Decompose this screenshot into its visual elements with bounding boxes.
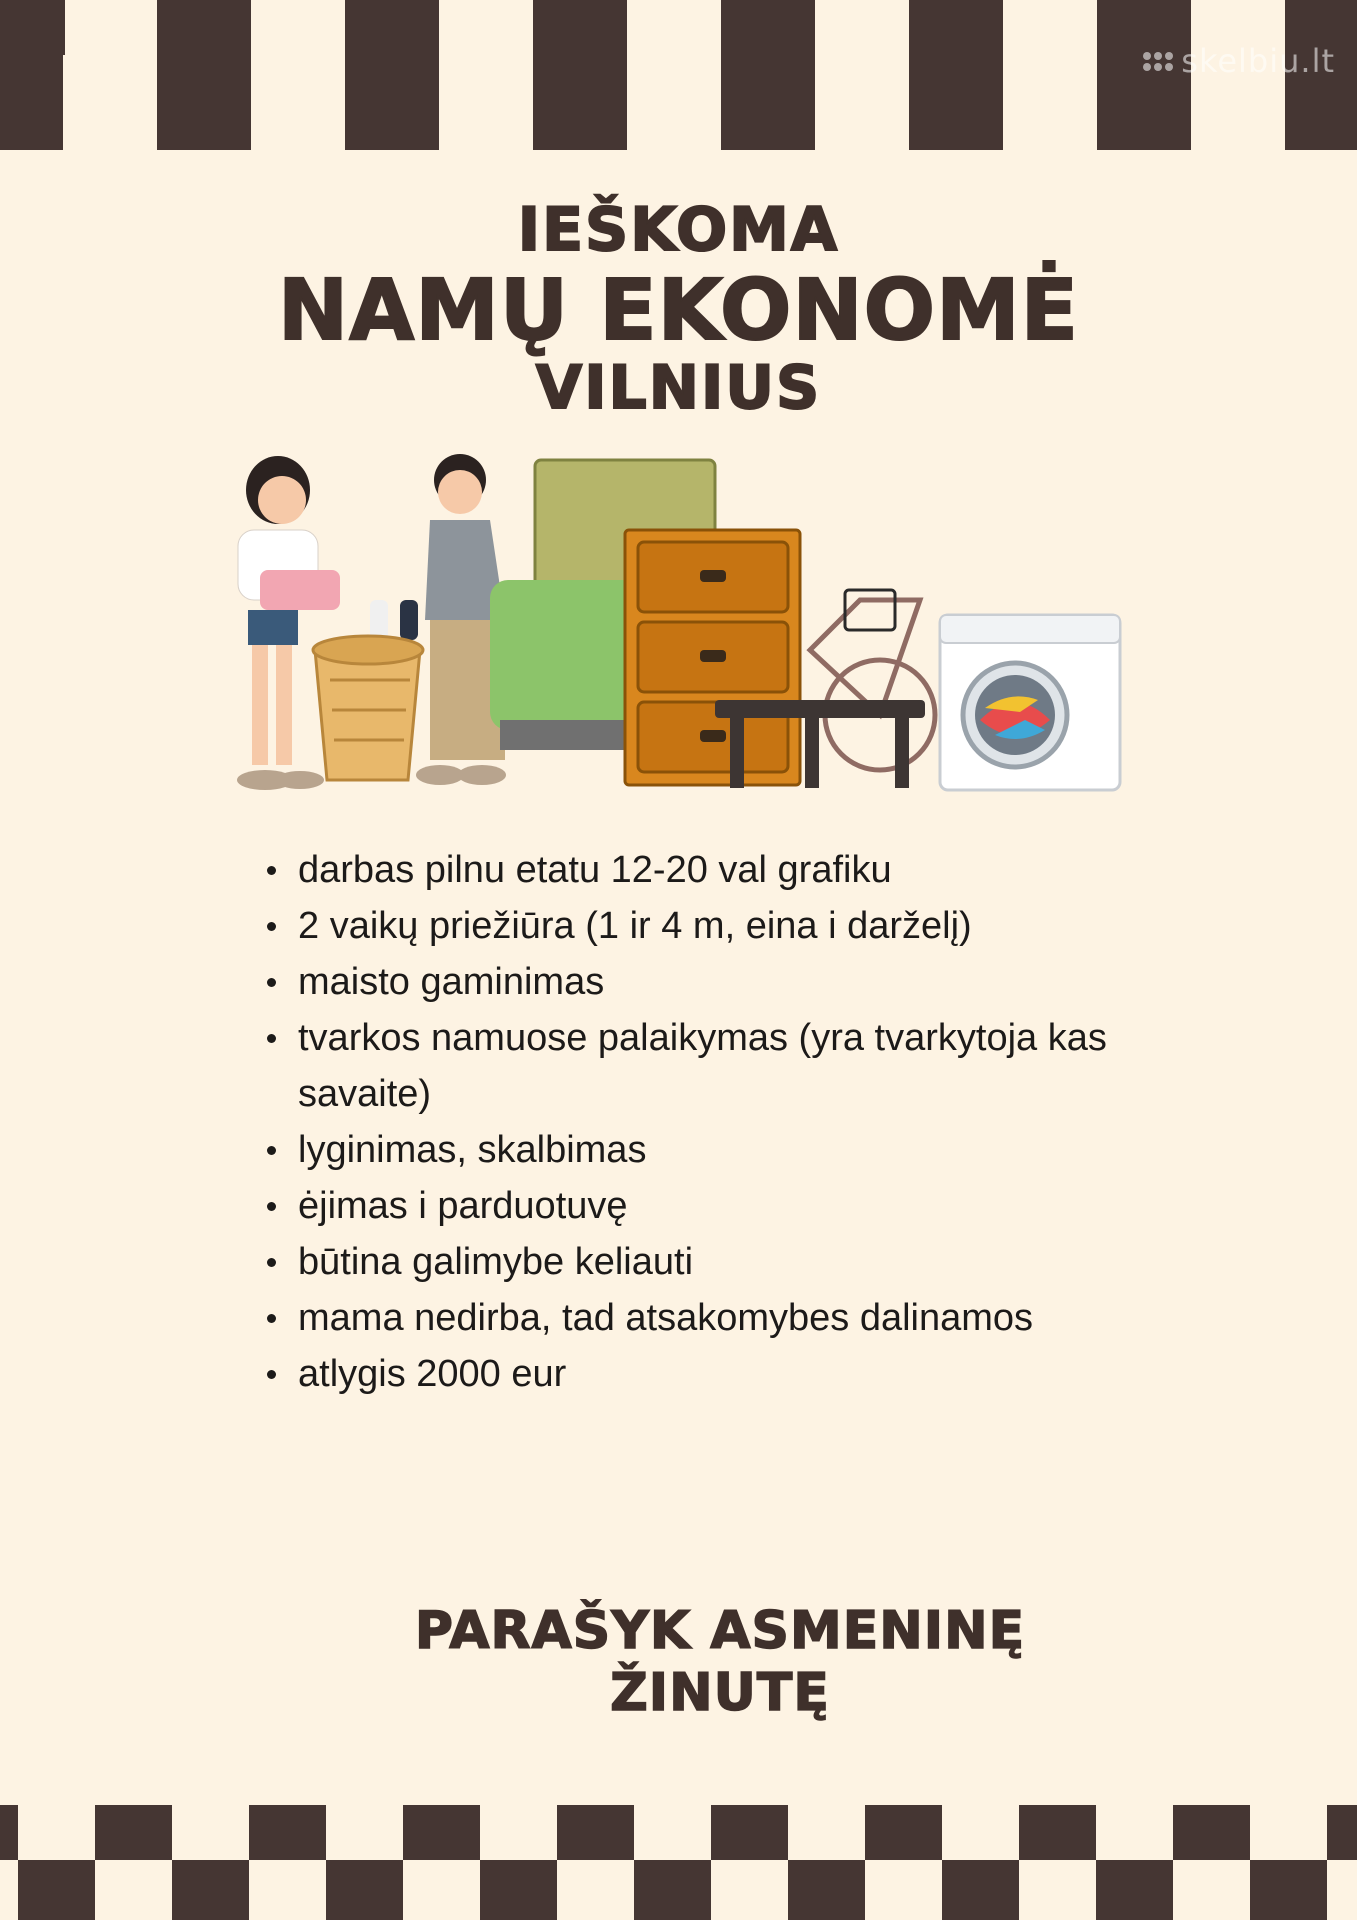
headline-line-1: IEŠKOMA bbox=[517, 195, 840, 265]
checker-border-bottom bbox=[0, 1805, 1357, 1920]
headline-line-2: NAMŲ EKONOMĖ bbox=[277, 261, 1080, 359]
list-item: 2 vaikų priežiūra (1 ir 4 m, eina i darželį) bbox=[298, 898, 1198, 954]
list-item: ėjimas i parduotuvę bbox=[298, 1178, 1198, 1234]
requirements-list bbox=[298, 842, 1198, 1402]
watermark bbox=[1143, 42, 1335, 80]
cta-line-1: PARAŠYK ASMENINĘ bbox=[414, 1601, 1026, 1661]
list-item: būtina galimybe keliauti bbox=[298, 1234, 1198, 1290]
watermark-text: skelbiu.lt bbox=[1181, 42, 1335, 80]
household-illustration bbox=[220, 450, 1140, 800]
drawer-cabinet-icon bbox=[625, 530, 800, 785]
headline bbox=[0, 195, 1357, 423]
list-item: tvarkos namuose palaikymas (yra tvarkytoja kas savaite) bbox=[298, 1010, 1198, 1122]
bicycle-icon bbox=[810, 590, 935, 770]
headline-line-3: VILNIUS bbox=[535, 353, 822, 423]
list-item: maisto gaminimas bbox=[298, 954, 1198, 1010]
washing-machine-icon bbox=[940, 615, 1120, 790]
list-item: atlygis 2000 eur bbox=[298, 1346, 1198, 1402]
list-item: lyginimas, skalbimas bbox=[298, 1122, 1198, 1178]
list-item: mama nedirba, tad atsakomybes dalinamos bbox=[298, 1290, 1198, 1346]
list-item: darbas pilnu etatu 12-20 val grafiku bbox=[298, 842, 1198, 898]
call-to-action bbox=[340, 1600, 1100, 1724]
watermark-logo-icon bbox=[1143, 52, 1173, 71]
laundry-basket-icon bbox=[313, 636, 423, 780]
cta-line-2: ŽINUTĘ bbox=[610, 1663, 830, 1723]
